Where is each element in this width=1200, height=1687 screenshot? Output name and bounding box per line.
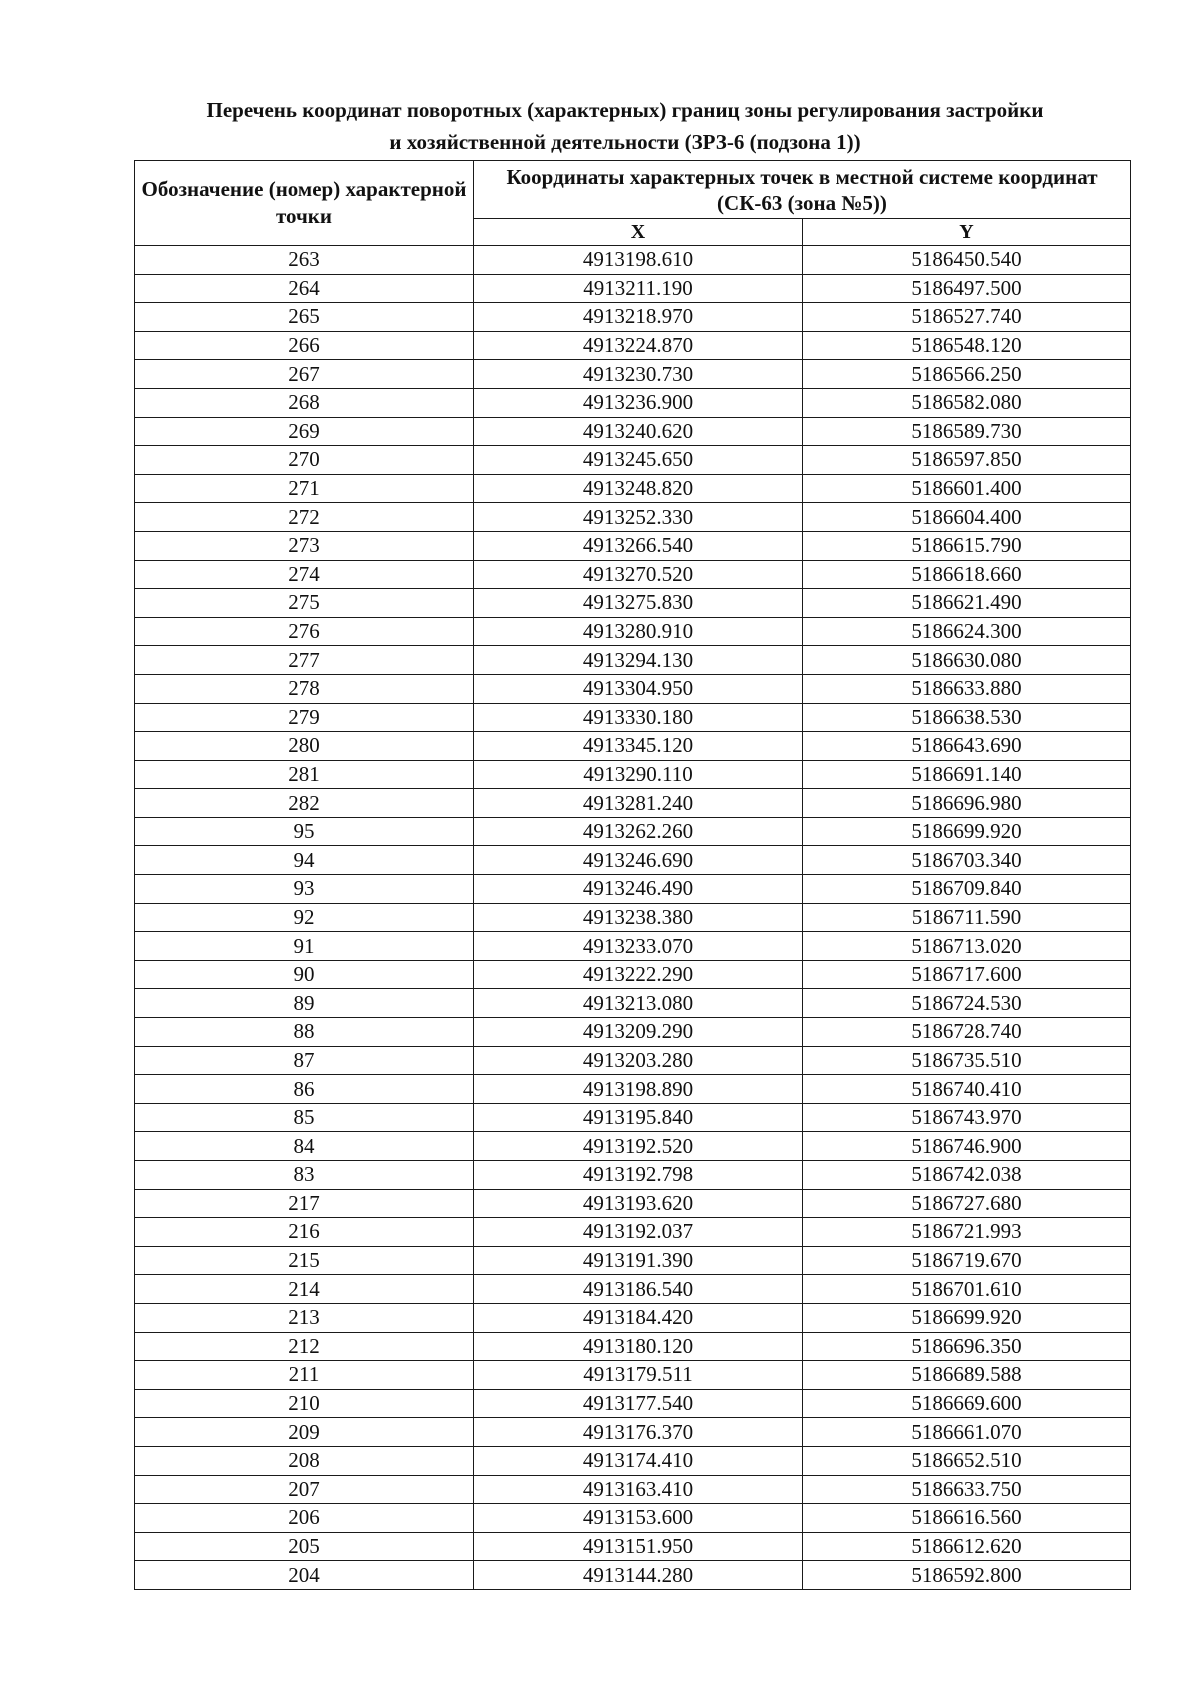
- y-coordinate-cell: 5186497.500: [803, 274, 1131, 303]
- table-row: [135, 1532, 1131, 1561]
- x-coordinate-cell: 4913275.830: [474, 589, 803, 618]
- x-coordinate-cell: 4913233.070: [474, 932, 803, 961]
- table-row: [135, 846, 1131, 875]
- table-row: [135, 417, 1131, 446]
- x-coordinate-cell: 4913153.600: [474, 1504, 803, 1533]
- point-number-cell: 263: [135, 246, 474, 275]
- x-coordinate-cell: 4913186.540: [474, 1275, 803, 1304]
- point-number-cell: 89: [135, 989, 474, 1018]
- x-coordinate-cell: 4913330.180: [474, 703, 803, 732]
- y-coordinate-cell: 5186604.400: [803, 503, 1131, 532]
- point-number-cell: 279: [135, 703, 474, 732]
- x-coordinate-cell: 4913151.950: [474, 1532, 803, 1561]
- table-row: [135, 474, 1131, 503]
- title-line-2: и хозяйственной деятельности (ЗРЗ-6 (подзона 1)): [389, 130, 861, 154]
- x-coordinate-cell: 4913198.890: [474, 1075, 803, 1104]
- point-number-cell: 268: [135, 388, 474, 417]
- y-coordinate-cell: 5186601.400: [803, 474, 1131, 503]
- point-number-cell: 276: [135, 617, 474, 646]
- point-number-cell: 217: [135, 1189, 474, 1218]
- x-coordinate-cell: 4913280.910: [474, 617, 803, 646]
- x-coordinate-cell: 4913270.520: [474, 560, 803, 589]
- table-row: [135, 617, 1131, 646]
- table-row: [135, 646, 1131, 675]
- y-coordinate-cell: 5186527.740: [803, 303, 1131, 332]
- y-coordinate-cell: 5186597.850: [803, 446, 1131, 475]
- y-coordinate-cell: 5186618.660: [803, 560, 1131, 589]
- y-coordinate-cell: 5186582.080: [803, 388, 1131, 417]
- point-number-cell: 212: [135, 1332, 474, 1361]
- point-number-cell: 205: [135, 1532, 474, 1561]
- y-coordinate-cell: 5186743.970: [803, 1103, 1131, 1132]
- x-coordinate-cell: 4913266.540: [474, 531, 803, 560]
- y-coordinate-cell: 5186566.250: [803, 360, 1131, 389]
- point-number-cell: 271: [135, 474, 474, 503]
- header-point-number: Обозначение (номер) характерной точки: [135, 161, 474, 246]
- x-coordinate-cell: 4913238.380: [474, 903, 803, 932]
- point-number-cell: 92: [135, 903, 474, 932]
- y-coordinate-cell: 5186742.038: [803, 1161, 1131, 1190]
- y-coordinate-cell: 5186727.680: [803, 1189, 1131, 1218]
- table-header: [135, 161, 1131, 246]
- y-coordinate-cell: 5186711.590: [803, 903, 1131, 932]
- y-coordinate-cell: 5186592.800: [803, 1561, 1131, 1590]
- x-coordinate-cell: 4913230.730: [474, 360, 803, 389]
- y-coordinate-cell: 5186740.410: [803, 1075, 1131, 1104]
- table-row: [135, 531, 1131, 560]
- x-coordinate-cell: 4913176.370: [474, 1418, 803, 1447]
- y-coordinate-cell: 5186624.300: [803, 617, 1131, 646]
- table-row: [135, 760, 1131, 789]
- x-coordinate-cell: 4913236.900: [474, 388, 803, 417]
- x-coordinate-cell: 4913192.037: [474, 1218, 803, 1247]
- point-number-cell: 269: [135, 417, 474, 446]
- y-coordinate-cell: 5186652.510: [803, 1446, 1131, 1475]
- y-coordinate-cell: 5186709.840: [803, 875, 1131, 904]
- y-coordinate-cell: 5186616.560: [803, 1504, 1131, 1533]
- y-coordinate-cell: 5186746.900: [803, 1132, 1131, 1161]
- table-row: [135, 703, 1131, 732]
- y-coordinate-cell: 5186669.600: [803, 1389, 1131, 1418]
- point-number-cell: 266: [135, 331, 474, 360]
- x-coordinate-cell: 4913179.511: [474, 1361, 803, 1390]
- y-coordinate-cell: 5186589.730: [803, 417, 1131, 446]
- x-coordinate-cell: 4913281.240: [474, 789, 803, 818]
- y-coordinate-cell: 5186450.540: [803, 246, 1131, 275]
- x-coordinate-cell: 4913163.410: [474, 1475, 803, 1504]
- x-coordinate-cell: 4913211.190: [474, 274, 803, 303]
- table-row: [135, 1189, 1131, 1218]
- x-coordinate-cell: 4913184.420: [474, 1303, 803, 1332]
- point-number-cell: 282: [135, 789, 474, 818]
- table-row: [135, 989, 1131, 1018]
- x-coordinate-cell: 4913198.610: [474, 246, 803, 275]
- point-number-cell: 278: [135, 674, 474, 703]
- y-coordinate-cell: 5186691.140: [803, 760, 1131, 789]
- x-coordinate-cell: 4913246.490: [474, 875, 803, 904]
- point-number-cell: 86: [135, 1075, 474, 1104]
- x-coordinate-cell: 4913144.280: [474, 1561, 803, 1590]
- point-number-cell: 90: [135, 960, 474, 989]
- table-row: [135, 1018, 1131, 1047]
- table-row: [135, 817, 1131, 846]
- table-row: [135, 1332, 1131, 1361]
- point-number-cell: 272: [135, 503, 474, 532]
- point-number-cell: 91: [135, 932, 474, 961]
- point-number-cell: 215: [135, 1246, 474, 1275]
- point-number-cell: 83: [135, 1161, 474, 1190]
- table-row: [135, 246, 1131, 275]
- document-title: [130, 94, 1120, 158]
- point-number-cell: 84: [135, 1132, 474, 1161]
- y-coordinate-cell: 5186689.588: [803, 1361, 1131, 1390]
- point-number-cell: 273: [135, 531, 474, 560]
- point-number-cell: 265: [135, 303, 474, 332]
- point-number-cell: 211: [135, 1361, 474, 1390]
- table-row: [135, 1246, 1131, 1275]
- table-row: [135, 1161, 1131, 1190]
- point-number-cell: 210: [135, 1389, 474, 1418]
- table-row: [135, 1561, 1131, 1590]
- y-coordinate-cell: 5186701.610: [803, 1275, 1131, 1304]
- x-coordinate-cell: 4913224.870: [474, 331, 803, 360]
- table-row: [135, 789, 1131, 818]
- y-coordinate-cell: 5186699.920: [803, 817, 1131, 846]
- point-number-cell: 213: [135, 1303, 474, 1332]
- point-number-cell: 281: [135, 760, 474, 789]
- point-number-cell: 87: [135, 1046, 474, 1075]
- x-coordinate-cell: 4913294.130: [474, 646, 803, 675]
- x-coordinate-cell: 4913248.820: [474, 474, 803, 503]
- y-coordinate-cell: 5186638.530: [803, 703, 1131, 732]
- y-coordinate-cell: 5186548.120: [803, 331, 1131, 360]
- point-number-cell: 207: [135, 1475, 474, 1504]
- y-coordinate-cell: 5186719.670: [803, 1246, 1131, 1275]
- point-number-cell: 93: [135, 875, 474, 904]
- y-coordinate-cell: 5186703.340: [803, 846, 1131, 875]
- table-row: [135, 960, 1131, 989]
- x-coordinate-cell: 4913177.540: [474, 1389, 803, 1418]
- x-coordinate-cell: 4913209.290: [474, 1018, 803, 1047]
- x-coordinate-cell: 4913290.110: [474, 760, 803, 789]
- x-coordinate-cell: 4913174.410: [474, 1446, 803, 1475]
- y-coordinate-cell: 5186621.490: [803, 589, 1131, 618]
- table-row: [135, 1446, 1131, 1475]
- point-number-cell: 208: [135, 1446, 474, 1475]
- table-row: [135, 1132, 1131, 1161]
- table-row: [135, 674, 1131, 703]
- point-number-cell: 274: [135, 560, 474, 589]
- table-row: [135, 875, 1131, 904]
- point-number-cell: 214: [135, 1275, 474, 1304]
- table-body: [135, 246, 1131, 1590]
- x-coordinate-cell: 4913252.330: [474, 503, 803, 532]
- y-coordinate-cell: 5186612.620: [803, 1532, 1131, 1561]
- x-coordinate-cell: 4913203.280: [474, 1046, 803, 1075]
- point-number-cell: 275: [135, 589, 474, 618]
- table-row: [135, 503, 1131, 532]
- x-coordinate-cell: 4913180.120: [474, 1332, 803, 1361]
- y-coordinate-cell: 5186643.690: [803, 732, 1131, 761]
- point-number-cell: 216: [135, 1218, 474, 1247]
- table-row: [135, 1418, 1131, 1447]
- y-coordinate-cell: 5186728.740: [803, 1018, 1131, 1047]
- table-row: [135, 303, 1131, 332]
- y-coordinate-cell: 5186721.993: [803, 1218, 1131, 1247]
- point-number-cell: 88: [135, 1018, 474, 1047]
- y-coordinate-cell: 5186699.920: [803, 1303, 1131, 1332]
- table-row: [135, 388, 1131, 417]
- table-row: [135, 1504, 1131, 1533]
- table-row: [135, 589, 1131, 618]
- table-row: [135, 903, 1131, 932]
- table-row: [135, 1303, 1131, 1332]
- x-coordinate-cell: 4913192.520: [474, 1132, 803, 1161]
- header-x: X: [474, 219, 803, 246]
- x-coordinate-cell: 4913192.798: [474, 1161, 803, 1190]
- y-coordinate-cell: 5186696.980: [803, 789, 1131, 818]
- x-coordinate-cell: 4913218.970: [474, 303, 803, 332]
- table-row: [135, 446, 1131, 475]
- table-row: [135, 732, 1131, 761]
- point-number-cell: 209: [135, 1418, 474, 1447]
- point-number-cell: 267: [135, 360, 474, 389]
- y-coordinate-cell: 5186713.020: [803, 932, 1131, 961]
- point-number-cell: 95: [135, 817, 474, 846]
- y-coordinate-cell: 5186630.080: [803, 646, 1131, 675]
- y-coordinate-cell: 5186633.880: [803, 674, 1131, 703]
- table-row: [135, 331, 1131, 360]
- table-row: [135, 1275, 1131, 1304]
- x-coordinate-cell: 4913304.950: [474, 674, 803, 703]
- table-row: [135, 1218, 1131, 1247]
- point-number-cell: 204: [135, 1561, 474, 1590]
- y-coordinate-cell: 5186633.750: [803, 1475, 1131, 1504]
- point-number-cell: 264: [135, 274, 474, 303]
- table-row: [135, 1361, 1131, 1390]
- x-coordinate-cell: 4913191.390: [474, 1246, 803, 1275]
- point-number-cell: 270: [135, 446, 474, 475]
- point-number-cell: 280: [135, 732, 474, 761]
- x-coordinate-cell: 4913240.620: [474, 417, 803, 446]
- point-number-cell: 277: [135, 646, 474, 675]
- y-coordinate-cell: 5186615.790: [803, 531, 1131, 560]
- y-coordinate-cell: 5186717.600: [803, 960, 1131, 989]
- table-row: [135, 1475, 1131, 1504]
- x-coordinate-cell: 4913222.290: [474, 960, 803, 989]
- x-coordinate-cell: 4913195.840: [474, 1103, 803, 1132]
- point-number-cell: 206: [135, 1504, 474, 1533]
- y-coordinate-cell: 5186735.510: [803, 1046, 1131, 1075]
- table-row: [135, 1046, 1131, 1075]
- y-coordinate-cell: 5186696.350: [803, 1332, 1131, 1361]
- y-coordinate-cell: 5186661.070: [803, 1418, 1131, 1447]
- x-coordinate-cell: 4913245.650: [474, 446, 803, 475]
- header-coordinates: Координаты характерных точек в местной системе координат (СК-63 (зона №5)): [474, 161, 1131, 219]
- table-row: [135, 360, 1131, 389]
- x-coordinate-cell: 4913345.120: [474, 732, 803, 761]
- point-number-cell: 94: [135, 846, 474, 875]
- x-coordinate-cell: 4913213.080: [474, 989, 803, 1018]
- x-coordinate-cell: 4913262.260: [474, 817, 803, 846]
- point-number-cell: 85: [135, 1103, 474, 1132]
- table-row: [135, 1389, 1131, 1418]
- table-row: [135, 932, 1131, 961]
- title-line-1: Перечень координат поворотных (характерных) границ зоны регулирования застройки: [206, 98, 1044, 122]
- table-row: [135, 560, 1131, 589]
- x-coordinate-cell: 4913246.690: [474, 846, 803, 875]
- coordinates-table: [134, 160, 1131, 1590]
- table-row: [135, 1103, 1131, 1132]
- table-row: [135, 1075, 1131, 1104]
- table-row: [135, 274, 1131, 303]
- x-coordinate-cell: 4913193.620: [474, 1189, 803, 1218]
- y-coordinate-cell: 5186724.530: [803, 989, 1131, 1018]
- header-y: Y: [803, 219, 1131, 246]
